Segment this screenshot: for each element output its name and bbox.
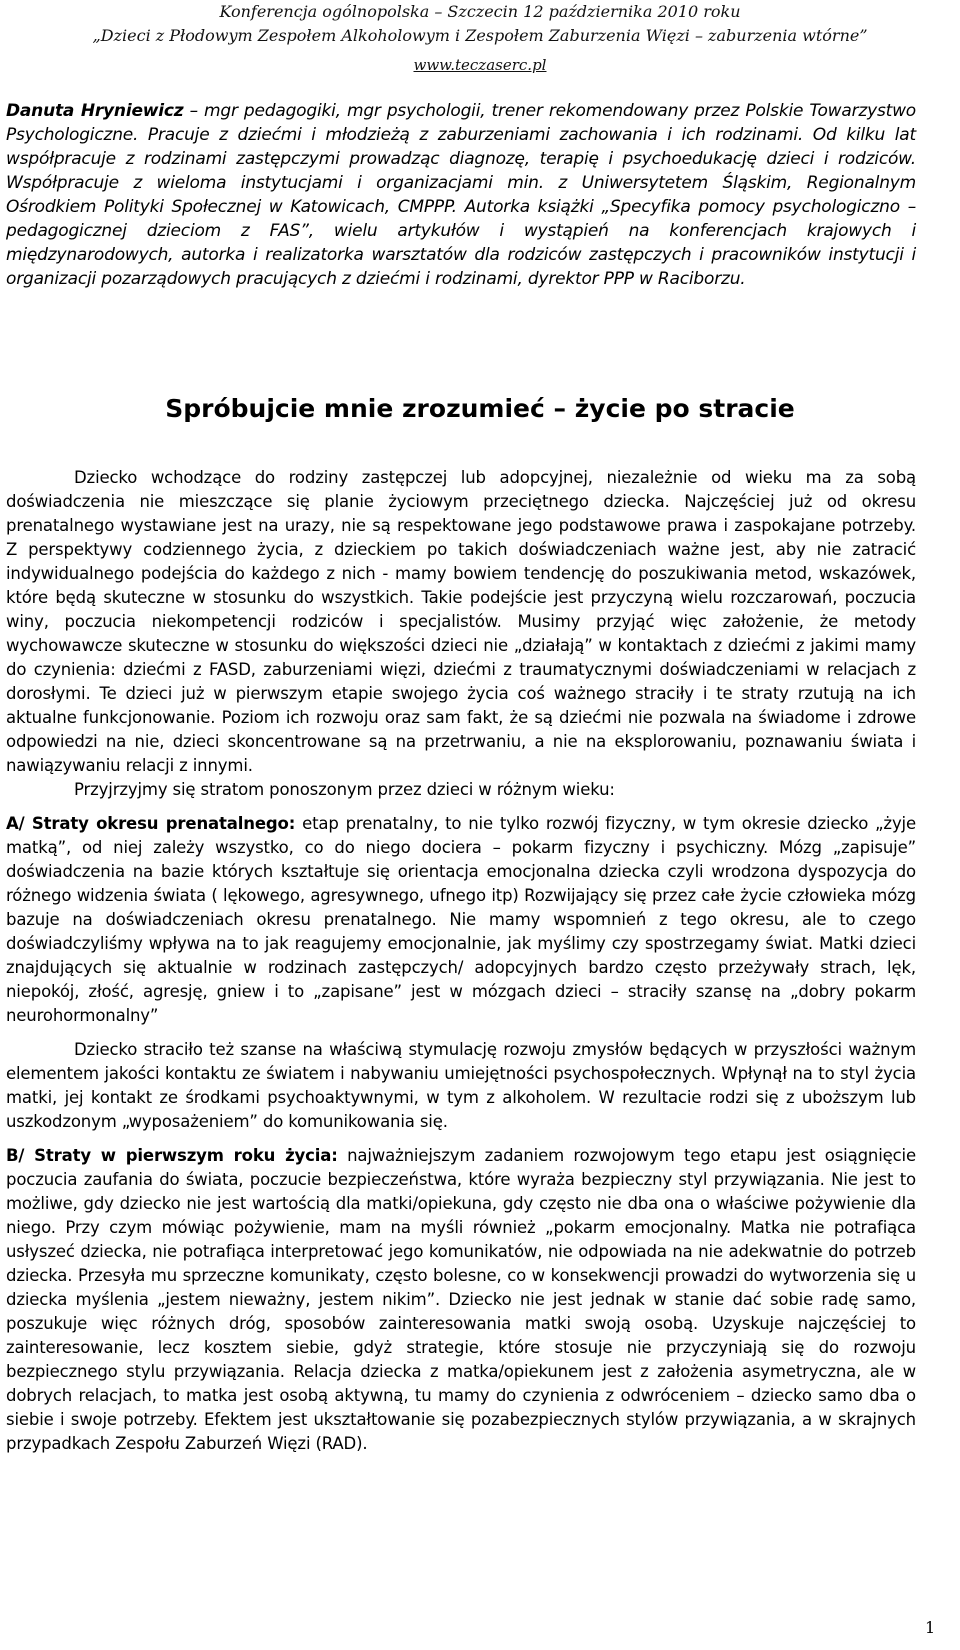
- author-bio-text: – mgr pedagogiki, mgr psychologii, trener rekomendowany przez Polskie Towarzystwo Psychologiczne. Pracuje z dziećmi i młodzieżą z zaburzeniami zachowania i ich rodzinami. Od kilku lat współpracuje z rodzinami zastępczymi prowadząc diagnozę, terapię i psychoedukację dzieci i rodziców. Współpracuje z wieloma instytucjami i organizacjami min. z Uniwersytetem Śląskim, Regionalnym Ośrodkiem Polityki Społecznej w Katowicach, CMPPP. Autorka książki „Specyfika pomocy psychologiczno – pedagogicznej dzieciom z FAS”, wielu artykułów i wystąpień na konferencjach krajowych i międzynarodowych, autorka i realizatorka warsztatów dla rodziców zastępczych i pracowników instytucji i organizacji pozarządowych pracujących z dziećmi i rodzinami, dyrektor PPP w Raciborzu.: [6, 101, 916, 289]
- section-b-text: najważniejszym zadaniem rozwojowym tego etapu jest osiągnięcie poczucia zaufania do świata, poczucie bezpieczeństwa, które wyraża bezpieczny styl przywiązania. Nie jest to możliwe, gdy dziecko nie jest wartością dla matki/opiekuna, gdy często nie dba ona o właściwe pożywienie dla niego. Przy czym mówiąc pożywienie, mam na myśli również „pokarm emocjonalny. Matka nie potrafiąca usłyszeć dziecka, nie potrafiąca interpretować jego komunikatów, nie odpowiada na nie adekwatnie do potrzeb dziecka. Przesyła mu sprzeczne komunikaty, często bolesne, co w konsekwencji prowadzi do wytworzenia się u dziecka myślenia „jestem nieważny, jestem nikim”. Dziecko nie jest jednak w stanie dać sobie radę samo, poszukuje więc różnych dróg, sposobów zainteresowania matki swoją osobą. Uzyskuje najczęściej to zainteresowanie, lecz kosztem siebie, gdyż strategie, które stosuje nie przyczyniają się do rozwoju bezpiecznego stylu przywiązania. Relacja dziecka z matka/opiekunem jest z założenia asymetryczna, ale w dobrych relacjach, to matka jest osobą aktywną, tu mamy do czynienia z odwróceniem – dziecko samo dba o siebie i swoje potrzeby. Efektem jest ukształtowanie się pozabezpiecznych stylów przywiązania, a w skrajnych przypadkach Zespołu Zaburzeń Więzi (RAD).: [6, 1146, 916, 1453]
- section-a: [6, 812, 916, 1028]
- author-name: Danuta Hryniewicz: [6, 101, 184, 121]
- section-b-heading: B/ Straty w pierwszym roku życia:: [6, 1146, 338, 1165]
- article-body: [6, 466, 916, 1456]
- article-title: Spróbujcie mnie zrozumieć – życie po stracie: [165, 394, 795, 423]
- conference-header: [0, 0, 960, 76]
- paragraph-losses-intro: Przyjrzyjmy się stratom ponoszonym przez dzieci w różnym wieku:: [74, 780, 615, 799]
- paragraph-stimulation: Dziecko straciło też szanse na właściwą stymulację rozwoju zmysłów będących w przyszłości ważnym elementem jakości kontaktu ze światem i nabywaniu umiejętności psychospołecznych. Wpłynął na to styl życia matki, jej kontakt ze środkami psychoaktywnymi, w tym z alkoholem. W rezultacie rodzi się z uboższym lub uszkodzonym „wyposażeniem” do komunikowania się.: [6, 1040, 916, 1131]
- author-bio: [6, 99, 916, 291]
- header-subtitle-line: „Dzieci z Płodowym Zespołem Alkoholowym i Zespołem Zaburzenia Więzi – zaburzenia wtórne”: [92, 26, 868, 45]
- page-number: 1: [925, 1618, 936, 1637]
- header-conference-line: Konferencja ogólnopolska – Szczecin 12 października 2010 roku: [219, 2, 741, 21]
- section-a-heading: A/ Straty okresu prenatalnego:: [6, 814, 296, 833]
- paragraph-intro: Dziecko wchodzące do rodziny zastępczej lub adopcyjnej, niezależnie od wieku ma za sobą doświadczenia nie mieszczące się planie życiowym przeciętnego dziecka. Najczęściej już od okresu prenatalnego wystawiane jest na urazy, nie są respektowane jego podstawowe prawa i zaspokajane potrzeby. Z perspektywy codziennego życia, z dzieckiem po takich doświadczeniach ważne jest, aby nie zatracić indywidualnego podejścia do każdego z nich - mamy bowiem tendencję do poszukiwania metod, wskazówek, które będą skuteczne w stosunku do wszystkich. Takie podejście jest przyczyną wielu rozczarowań, poczucia winy, poczucia niekompetencji rodziców i specjalistów. Musimy przyjąć więc założenie, że metody wychowawcze skuteczne w stosunku do większości dzieci nie „działają” w kontaktach z dziećmi z jakimi mamy do czynienia: dziećmi z FASD, zaburzeniami więzi, dziećmi z traumatycznymi doświadczeniami w relacjach z dorosłymi. Te dzieci już w pierwszym etapie swojego życia coś ważnego straciły i te straty rzutują na ich aktualne funkcjonowanie. Poziom ich rozwoju oraz sam fakt, że są dziećmi nie pozwala na świadome i zdrowe odpowiedzi na nie, dzieci skoncentrowane są na przetrwaniu, a nie na eksplorowaniu, poznawaniu świata i nawiązywaniu relacji z innymi.: [6, 468, 916, 775]
- section-a-text: etap prenatalny, to nie tylko rozwój fizyczny, w tym okresie dziecko „żyje matką”, od niej zależy wszystko, co do niego dociera – pokarm fizyczny i psychiczny. Mózg „zapisuje” doświadczenia na bazie których kształtuje się orientacja emocjonalna dziecka czyli wrodzona dyspozycja do różnego widzenia świata ( lękowego, agresywnego, ufnego itp) Rozwijający się przez całe życie człowieka mózg bazuje na doświadczeniach okresu prenatalnego. Nie mamy wspomnień z tego okresu, ale to czego doświadczyliśmy wpływa na to jak reagujemy emocjonalnie, jak myślimy czy spostrzegamy świat. Matki dzieci znajdujących się aktualnie w rodzinach zastępczych/ adopcyjnych bardzo często przeżywały strach, lęk, niepokój, złość, agresję, gniew i to „zapisane” jest w mózgach dzieci – straciły szansę na „dobry pokarm neurohormonalny”: [6, 814, 916, 1025]
- header-url-link[interactable]: www.teczaserc.pl: [413, 56, 547, 74]
- section-b: [6, 1144, 916, 1456]
